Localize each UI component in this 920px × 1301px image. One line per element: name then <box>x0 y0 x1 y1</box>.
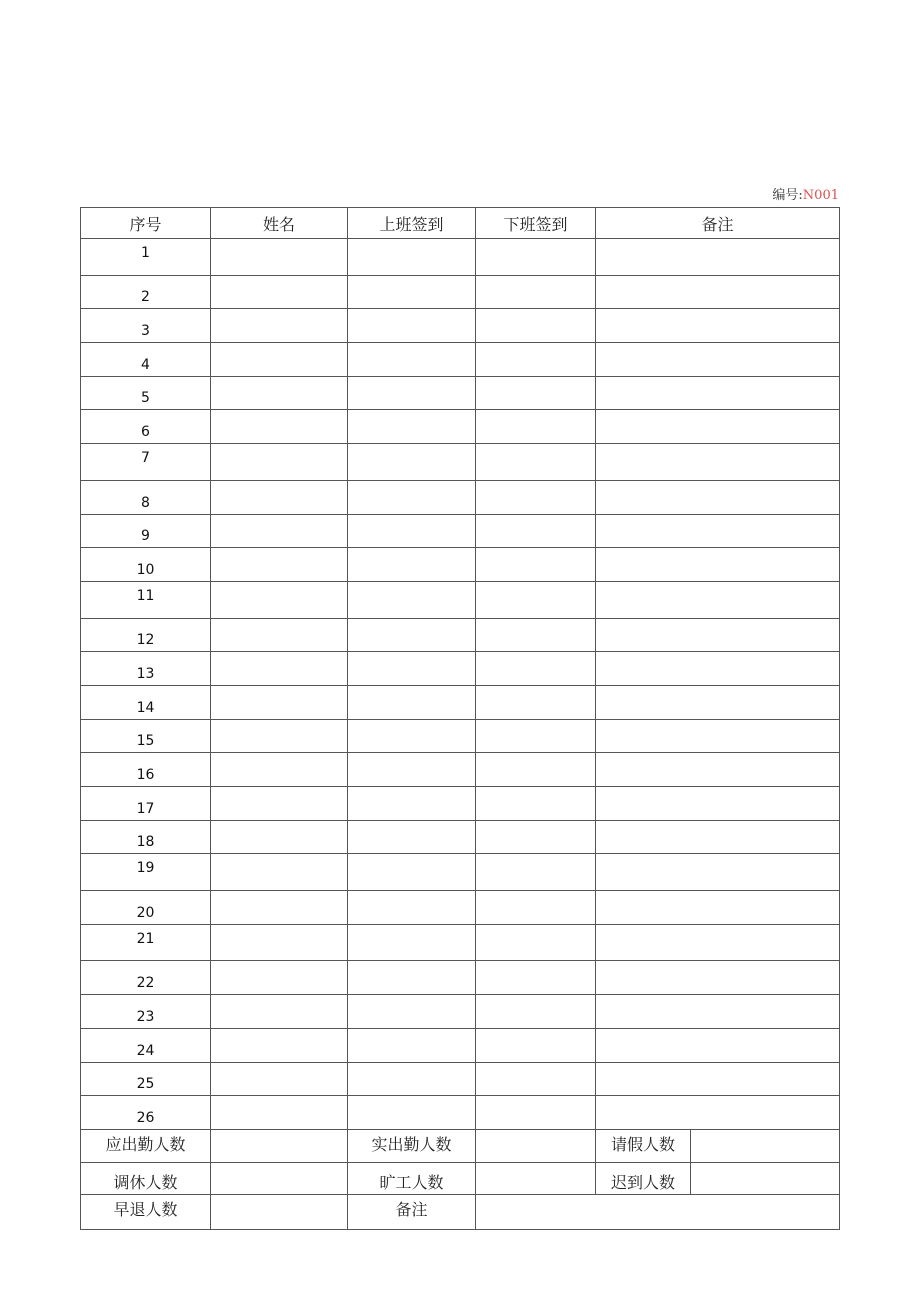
name-cell[interactable] <box>211 239 348 276</box>
row-index: 6 <box>81 410 211 444</box>
remarks-cell[interactable] <box>596 581 840 618</box>
document-code-value: N001 <box>802 188 839 203</box>
sign-out-cell[interactable] <box>476 652 596 686</box>
remarks-cell[interactable] <box>596 995 840 1029</box>
name-cell[interactable] <box>211 1028 348 1062</box>
sign-out-cell[interactable] <box>476 444 596 481</box>
remarks-cell[interactable] <box>596 891 840 925</box>
remarks-cell[interactable] <box>596 618 840 652</box>
name-cell[interactable] <box>211 581 348 618</box>
table-row <box>81 239 840 276</box>
name-cell[interactable] <box>211 444 348 481</box>
remarks-cell[interactable] <box>596 548 840 582</box>
row-index: 17 <box>81 787 211 821</box>
name-cell[interactable] <box>211 480 348 514</box>
remarks-cell[interactable] <box>596 787 840 821</box>
table-row <box>81 1028 840 1062</box>
sign-in-cell[interactable] <box>348 753 476 787</box>
table-row <box>81 753 840 787</box>
row-index: 20 <box>81 891 211 925</box>
row-index: 11 <box>81 581 211 618</box>
header-sign-out: 下班签到 <box>476 208 596 239</box>
name-cell[interactable] <box>211 854 348 891</box>
table-row <box>81 343 840 377</box>
sign-in-cell[interactable] <box>348 343 476 377</box>
name-cell[interactable] <box>211 891 348 925</box>
remarks-cell[interactable] <box>596 961 840 995</box>
sign-out-cell[interactable] <box>476 410 596 444</box>
name-cell[interactable] <box>211 820 348 854</box>
sign-out-cell[interactable] <box>476 309 596 343</box>
row-index: 5 <box>81 376 211 410</box>
late-count-cell[interactable] <box>691 1162 840 1194</box>
table-row <box>81 376 840 410</box>
absenteeism-cell[interactable] <box>476 1162 596 1194</box>
name-cell[interactable] <box>211 275 348 309</box>
row-index: 21 <box>81 924 211 961</box>
remarks-cell[interactable] <box>596 753 840 787</box>
table-row <box>81 924 840 961</box>
sign-out-cell[interactable] <box>476 753 596 787</box>
remarks-cell[interactable] <box>596 444 840 481</box>
table-row <box>81 891 840 925</box>
name-cell[interactable] <box>211 685 348 719</box>
row-index: 22 <box>81 961 211 995</box>
name-cell[interactable] <box>211 787 348 821</box>
sign-out-cell[interactable] <box>476 1096 596 1130</box>
sign-in-cell[interactable] <box>348 891 476 925</box>
remarks-cell[interactable] <box>596 719 840 753</box>
late-count-label: 迟到人数 <box>596 1162 691 1194</box>
sign-out-cell[interactable] <box>476 1028 596 1062</box>
table-row <box>81 514 840 548</box>
sign-out-cell[interactable] <box>476 1062 596 1096</box>
header-index: 序号 <box>81 208 211 239</box>
sign-in-cell[interactable] <box>348 961 476 995</box>
header-sign-in: 上班签到 <box>348 208 476 239</box>
row-index: 19 <box>81 854 211 891</box>
sign-out-cell[interactable] <box>476 548 596 582</box>
name-cell[interactable] <box>211 753 348 787</box>
name-cell[interactable] <box>211 309 348 343</box>
table-row <box>81 652 840 686</box>
sign-out-cell[interactable] <box>476 376 596 410</box>
row-index: 9 <box>81 514 211 548</box>
early-leave-label: 早退人数 <box>81 1194 211 1229</box>
summary-row <box>81 1129 840 1162</box>
row-index: 26 <box>81 1096 211 1130</box>
compensatory-leave-cell[interactable] <box>211 1162 348 1194</box>
sign-in-cell[interactable] <box>348 1028 476 1062</box>
sign-in-cell[interactable] <box>348 652 476 686</box>
sign-in-cell[interactable] <box>348 787 476 821</box>
attendance-sheet-table <box>80 207 840 1230</box>
sign-in-cell[interactable] <box>348 581 476 618</box>
remarks-cell[interactable] <box>596 480 840 514</box>
actual-attendance-cell[interactable] <box>476 1129 596 1162</box>
document-code <box>772 187 839 205</box>
sign-in-cell[interactable] <box>348 854 476 891</box>
remarks-cell[interactable] <box>596 1096 840 1130</box>
summary-remarks-cell[interactable] <box>476 1194 840 1229</box>
absenteeism-label: 旷工人数 <box>348 1162 476 1194</box>
actual-attendance-label: 实出勤人数 <box>348 1129 476 1162</box>
remarks-cell[interactable] <box>596 1028 840 1062</box>
row-index: 13 <box>81 652 211 686</box>
table-header-row <box>81 208 840 239</box>
table-row <box>81 618 840 652</box>
sign-in-cell[interactable] <box>348 1062 476 1096</box>
sign-in-cell[interactable] <box>348 820 476 854</box>
row-index: 10 <box>81 548 211 582</box>
row-index: 1 <box>81 239 211 276</box>
table-row <box>81 410 840 444</box>
table-row <box>81 820 840 854</box>
row-index: 12 <box>81 618 211 652</box>
name-cell[interactable] <box>211 1062 348 1096</box>
name-cell[interactable] <box>211 410 348 444</box>
remarks-cell[interactable] <box>596 924 840 961</box>
table-row <box>81 961 840 995</box>
row-index: 4 <box>81 343 211 377</box>
remarks-cell[interactable] <box>596 854 840 891</box>
document-code-label: 编号: <box>772 188 803 203</box>
sign-in-cell[interactable] <box>348 444 476 481</box>
remarks-cell[interactable] <box>596 410 840 444</box>
table-row <box>81 1096 840 1130</box>
sign-out-cell[interactable] <box>476 891 596 925</box>
row-index: 16 <box>81 753 211 787</box>
sign-out-cell[interactable] <box>476 239 596 276</box>
summary-row <box>81 1162 840 1194</box>
row-index: 18 <box>81 820 211 854</box>
sign-in-cell[interactable] <box>348 719 476 753</box>
name-cell[interactable] <box>211 618 348 652</box>
sign-out-cell[interactable] <box>476 924 596 961</box>
sign-in-cell[interactable] <box>348 514 476 548</box>
remarks-cell[interactable] <box>596 1062 840 1096</box>
row-index: 25 <box>81 1062 211 1096</box>
remarks-cell[interactable] <box>596 239 840 276</box>
remarks-cell[interactable] <box>596 652 840 686</box>
row-index: 24 <box>81 1028 211 1062</box>
name-cell[interactable] <box>211 719 348 753</box>
sign-in-cell[interactable] <box>348 239 476 276</box>
sign-out-cell[interactable] <box>476 685 596 719</box>
sign-in-cell[interactable] <box>348 1096 476 1130</box>
name-cell[interactable] <box>211 514 348 548</box>
leave-count-label: 请假人数 <box>596 1129 691 1162</box>
sign-in-cell[interactable] <box>348 548 476 582</box>
sign-out-cell[interactable] <box>476 618 596 652</box>
name-cell[interactable] <box>211 376 348 410</box>
sign-out-cell[interactable] <box>476 514 596 548</box>
sign-in-cell[interactable] <box>348 410 476 444</box>
table-row <box>81 444 840 481</box>
sign-out-cell[interactable] <box>476 854 596 891</box>
remarks-cell[interactable] <box>596 376 840 410</box>
sign-out-cell[interactable] <box>476 995 596 1029</box>
name-cell[interactable] <box>211 1096 348 1130</box>
sign-out-cell[interactable] <box>476 343 596 377</box>
expected-attendance-label: 应出勤人数 <box>81 1129 211 1162</box>
early-leave-cell[interactable] <box>211 1194 348 1229</box>
sign-out-cell[interactable] <box>476 581 596 618</box>
table-row <box>81 685 840 719</box>
table-row <box>81 548 840 582</box>
row-index: 15 <box>81 719 211 753</box>
table-row <box>81 719 840 753</box>
table-row <box>81 309 840 343</box>
expected-attendance-cell[interactable] <box>211 1129 348 1162</box>
remarks-cell[interactable] <box>596 820 840 854</box>
header-remarks: 备注 <box>596 208 840 239</box>
remarks-cell[interactable] <box>596 514 840 548</box>
remarks-cell[interactable] <box>596 685 840 719</box>
sign-in-cell[interactable] <box>348 618 476 652</box>
sign-in-cell[interactable] <box>348 685 476 719</box>
table-row <box>81 480 840 514</box>
sign-out-cell[interactable] <box>476 480 596 514</box>
name-cell[interactable] <box>211 652 348 686</box>
row-index: 2 <box>81 275 211 309</box>
name-cell[interactable] <box>211 343 348 377</box>
sign-in-cell[interactable] <box>348 480 476 514</box>
table-row <box>81 787 840 821</box>
sign-out-cell[interactable] <box>476 275 596 309</box>
name-cell[interactable] <box>211 961 348 995</box>
header-name: 姓名 <box>211 208 348 239</box>
summary-row <box>81 1194 840 1229</box>
sign-out-cell[interactable] <box>476 961 596 995</box>
sign-in-cell[interactable] <box>348 924 476 961</box>
table-row <box>81 995 840 1029</box>
leave-count-cell[interactable] <box>691 1129 840 1162</box>
row-index: 14 <box>81 685 211 719</box>
sign-out-cell[interactable] <box>476 787 596 821</box>
sign-in-cell[interactable] <box>348 376 476 410</box>
row-index: 23 <box>81 995 211 1029</box>
table-row <box>81 581 840 618</box>
name-cell[interactable] <box>211 995 348 1029</box>
sign-out-cell[interactable] <box>476 719 596 753</box>
row-index: 7 <box>81 444 211 481</box>
row-index: 8 <box>81 480 211 514</box>
table-row <box>81 1062 840 1096</box>
name-cell[interactable] <box>211 548 348 582</box>
sign-out-cell[interactable] <box>476 820 596 854</box>
name-cell[interactable] <box>211 924 348 961</box>
table-row <box>81 275 840 309</box>
table-body <box>81 239 840 1130</box>
row-index: 3 <box>81 309 211 343</box>
sign-in-cell[interactable] <box>348 995 476 1029</box>
table-row <box>81 854 840 891</box>
remarks-cell[interactable] <box>596 343 840 377</box>
sign-in-cell[interactable] <box>348 275 476 309</box>
summary-remarks-label: 备注 <box>348 1194 476 1229</box>
remarks-cell[interactable] <box>596 309 840 343</box>
remarks-cell[interactable] <box>596 275 840 309</box>
summary-section <box>81 1129 840 1229</box>
sign-in-cell[interactable] <box>348 309 476 343</box>
compensatory-leave-label: 调休人数 <box>81 1162 211 1194</box>
